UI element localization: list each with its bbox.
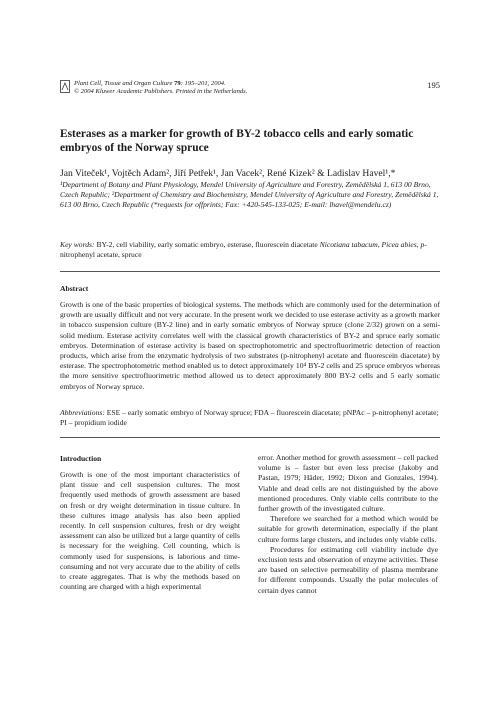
abbreviations [60, 408, 440, 428]
keywords-species-2: Picea abies [381, 240, 417, 249]
left-column [60, 470, 240, 592]
divider-bottom [60, 437, 440, 438]
copyright-line: © 2004 Kluwer Academic Publishers. Printed in the Netherlands. [74, 88, 248, 95]
divider-top [60, 271, 440, 272]
right-column [258, 453, 438, 596]
publisher-logo [60, 80, 70, 93]
keywords-p-letter: p [420, 240, 425, 249]
journal-name: Plant Cell, Tissue and Organ Culture [74, 80, 173, 87]
journal-citation [74, 80, 226, 87]
intro-paragraph-right-1: error. Another method for growth assessment – cell packed volume is – faster but even less precise (Jakoby and Pastan, 1979; Häder, 1992; Dixon and Gonzales, 1994). Viable and dead cells are not distinguished by the above mentioned procedures. Only viable cells contribute to the further growth of the investigated culture. [258, 453, 438, 514]
abbreviations-text: ESE – early somatic embryo of Norway spruce; FDA – fluorescein diacetate; pNPAc – p-nitrophenyl acetate; PI – propidium iodide [60, 408, 439, 428]
keywords-separator: , [416, 240, 421, 249]
intro-paragraph-right-3: Procedures for estimating cell viability include dye exclusion tests and observation of enzyme activities. These are based on selective permeability of plasma membrane for different compounds. Usually the polar molecules of certain dyes cannot [258, 544, 438, 595]
keywords-text: BY-2, cell viability, early somatic embryo, esterase, fluorescein diacetate [96, 240, 318, 249]
keywords-species-1: Nicotiana tabacum [319, 240, 378, 249]
journal-pages-year: : 195–201, 2004. [180, 80, 226, 87]
abstract-heading: Abstract [60, 284, 89, 293]
keywords: Key words: BY-2, cell viability, early somatic embryo, esterase, fluorescein diacetate Nicotiana tabacum, Picea abies, p-nitrophenyl acetate, spruce [60, 240, 427, 259]
page-number: 195 [427, 80, 440, 90]
abbreviations-label: Abbreviations: [60, 408, 105, 417]
intro-paragraph-right-2: Therefore we searched for a method which would be suitable for growth determination, especially if the plant culture forms large clusters, and includes only viable cells. [258, 514, 438, 544]
author-list: Jan Viteček¹, Vojtěch Adam², Jiří Petřek¹, Jan Vacek², René Kizek² & Ladislav Havel¹,* [60, 168, 396, 179]
journal-volume: 79 [174, 80, 181, 87]
intro-paragraph-left: Growth is one of the most important characteristics of plant tissue and cell suspension cultures. The most frequently used methods of growth assessment are based on fresh or dry weight determination in tissue culture. In these cultures image analysis has also been applied recently. In cell suspension cultures, fresh or dry weight assessment can also be utilized but a large quantity of cells is necessary for the weighing. Cell counting, which is commonly used for suspensions, is laborious and time-consuming and not very accurate due to the ability of cells to create aggregates. That is why the methods based on counting are charged with a high experimental [60, 470, 240, 592]
article-title: Esterases as a marker for growth of BY-2 tobacco cells and early somatic embryos of the Norway spruce [60, 128, 414, 154]
keywords-label: Key words: [60, 240, 95, 249]
keywords-text-end: -nitrophenyl acetate, spruce [60, 240, 427, 259]
introduction-heading: Introduction [60, 454, 102, 463]
affiliations: ¹Department of Botany and Plant Physiology, Mendel University of Agriculture and Forestry, Zemědělská 1, 613 00 Brno, Czech Republic; ²Department of Chemistry and Biochemistry, Mendel University of Agriculture and Forestry, Zemědělská 1, 613 00 Brno, Czech Republic (*requests for offprints; Fax: +420-545-133-025; E-mail: lhavel@mendelu.cz) [60, 180, 439, 209]
abstract-text: Growth is one of the basic properties of biological systems. The methods which are commonly used for the determination of growth are usually difficult and not very accurate. In the present work we decided to use esterase activity as a growth marker in tobacco suspension culture (BY-2 line) and in early somatic embryos of Norway spruce (clone 2/32) grown on a semi-solid medium. Esterase activity correlates well with the classical growth characteristics of BY-2 and spruce early somatic embryos. Determination of esterase activity is based on spectrophotometric and spectrofluorimetric detection of reaction products, which arise from the enzymatic hydrolysis of two substrates (p-nitrophenyl acetate and fluorescein diacetate) by esterase. The spectrophotometric method enabled us to detect approximately 10⁴ BY-2 cells and 25 spruce embryos whereas the more sensitive spectrofluorimetric method allowed us to detect approximately 800 BY-2 cells and 5 early somatic embryos of Norway spruce. [60, 300, 440, 391]
